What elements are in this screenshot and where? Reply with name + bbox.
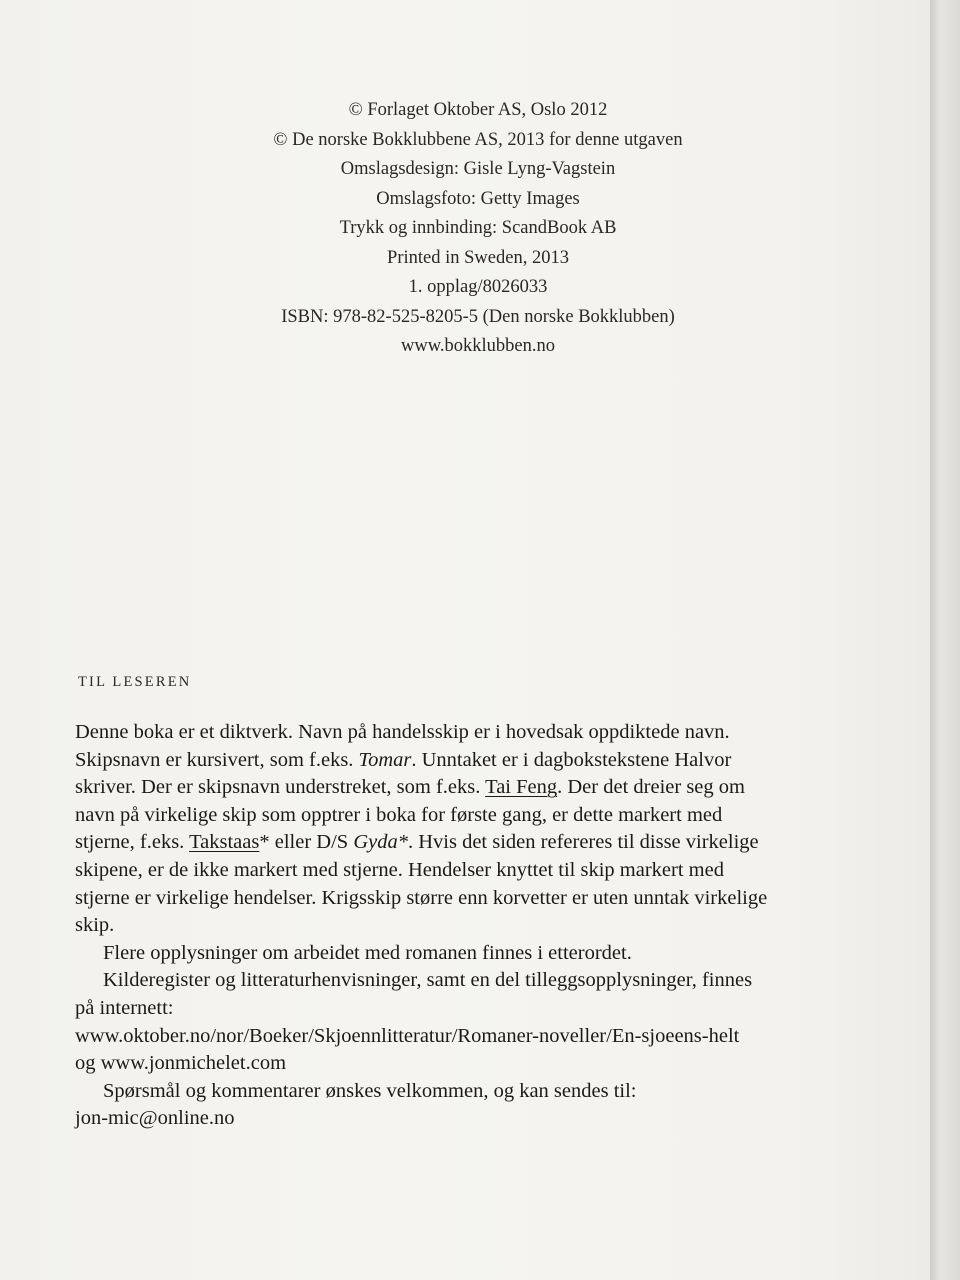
text-line: Spørsmål og kommentarer ønskes velkommen, og kan sendes til:	[103, 1079, 637, 1102]
text-line	[75, 829, 895, 857]
copyright-publisher: © Forlaget Oktober AS, Oslo 2012	[348, 100, 608, 120]
text-span: Skipsnavn er kursivert, som f.eks.	[75, 748, 359, 771]
text-line: på internett:	[75, 996, 174, 1019]
reader-note	[75, 719, 895, 1133]
text-span: * eller D/S	[259, 831, 354, 854]
cover-design-credit: Omslagsdesign: Gisle Lyng-Vagstein	[340, 159, 616, 179]
printed-in: Printed in Sweden, 2013	[387, 247, 569, 268]
print-run: 1. opplag/8026033	[408, 277, 548, 297]
website: www.bokklubben.no	[401, 336, 555, 356]
text-span: . Hvis det siden refereres til disse virkelige	[407, 831, 759, 854]
text-span: . Der det dreier seg om	[557, 776, 745, 799]
copyright-edition: © De norske Bokklubbene AS, 2013 for denne utgaven	[273, 129, 683, 150]
text-span: . Unntaket er i dagbokstekstene Halvor	[411, 748, 732, 771]
cover-photo-credit: Omslagsfoto: Getty Images	[376, 188, 580, 209]
ship-name-italic: Gyda*	[353, 831, 408, 854]
text-line: og www.jonmichelet.com	[75, 1052, 287, 1075]
isbn: ISBN: 978-82-525-8205-5 (Den norske Bokklubben)	[281, 306, 675, 327]
section-heading: TIL LESEREN	[78, 674, 192, 690]
text-line: Flere opplysninger om arbeidet med romanen finnes i etterordet.	[103, 941, 632, 964]
ship-name-underlined: Takstaas	[189, 831, 260, 854]
url-line: www.oktober.no/nor/Boeker/Skjoennlitteratur/Romaner-noveller/En-sjoeens-helt	[75, 1024, 740, 1047]
page-edge	[930, 0, 960, 1280]
text-line	[75, 747, 895, 775]
text-span: skriver. Der er skipsnavn understreket, som f.eks.	[75, 776, 486, 799]
text-span: stjerne, f.eks.	[75, 831, 190, 854]
text-line: skipene, er de ikke markert med stjerne. Hendelser knyttet til skip markert med	[75, 858, 724, 881]
colophon	[0, 96, 956, 362]
text-line: stjerne er virkelige hendelser. Krigsskip større enn korvetter er uten unntak virkelige	[75, 886, 768, 909]
email-line: jon-mic@online.no	[75, 1107, 235, 1130]
text-line: Denne boka er et diktverk. Navn på handelsskip er i hovedsak oppdiktede navn.	[75, 721, 730, 743]
text-line: Kilderegister og litteraturhenvisninger, samt en del tilleggsopplysninger, finnes	[103, 969, 753, 992]
text-line	[75, 774, 895, 802]
text-line: navn på virkelige skip som opptrer i boka for første gang, er dette markert med	[75, 803, 723, 826]
ship-name-underlined: Tai Feng	[485, 776, 558, 799]
printing-credit: Trykk og innbinding: ScandBook AB	[339, 218, 617, 238]
ship-name-italic: Tomar	[358, 748, 412, 771]
text-line: skip.	[75, 914, 115, 937]
